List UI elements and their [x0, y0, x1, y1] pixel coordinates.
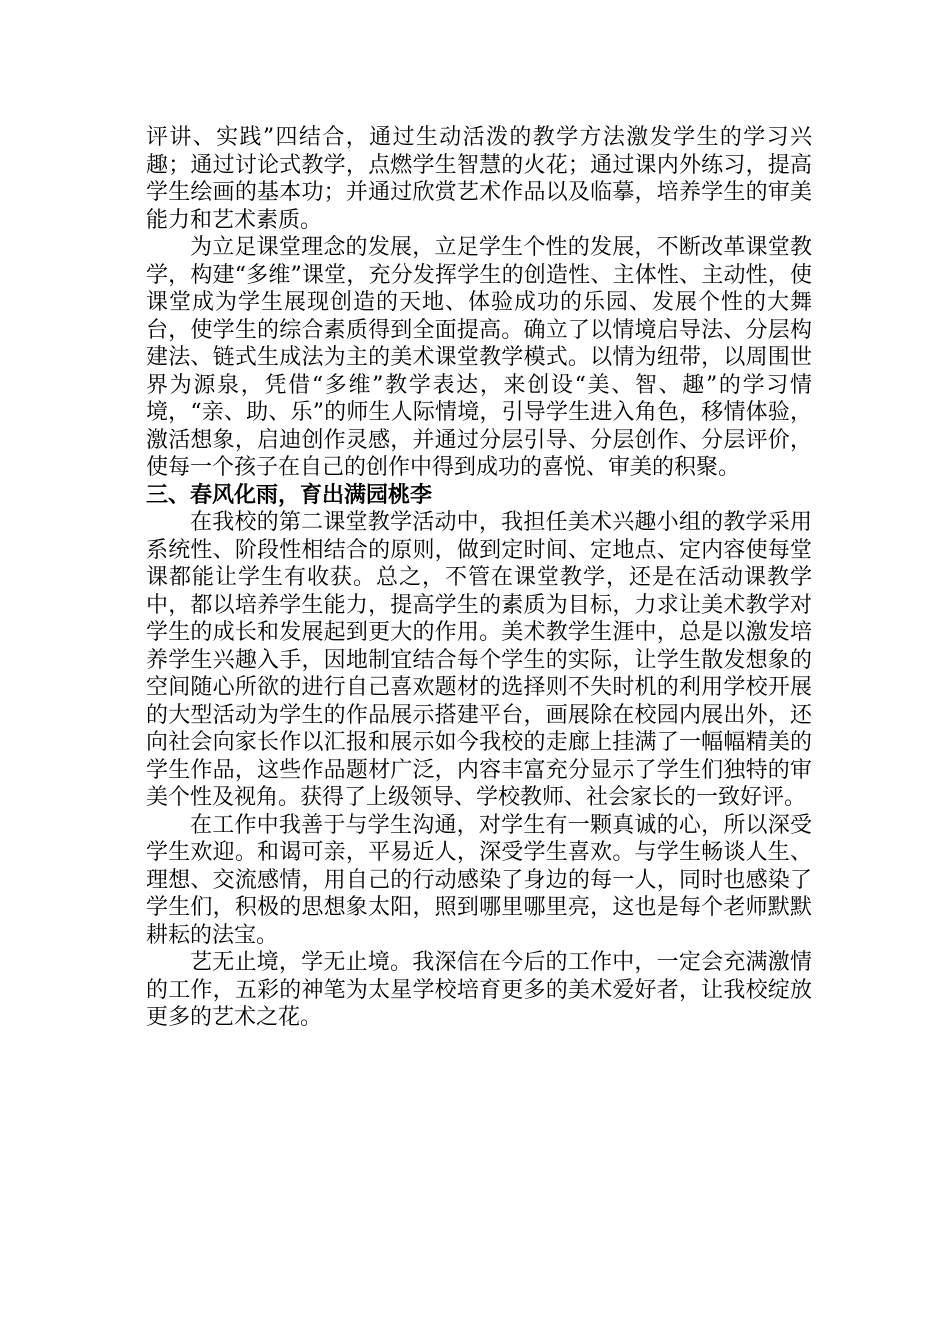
paragraph-conclusion: 艺无止境，学无止境。我深信在今后的工作中，一定会充满激情的工作，五彩的神笔为太星学校培育更多的美术爱好者，让我校绽放更多的艺术之花。	[146, 950, 812, 1030]
paragraph-teaching-methods: 评讲、实践”四结合，通过生动活泼的教学方法激发学生的学习兴趣；通过讨论式教学，点燃学生智慧的火花；通过课内外练习，提高学生绘画的基本功；并通过欣赏艺术作品以及临摹，培养学生的审美能力和艺术素质。	[146, 125, 812, 233]
document-body	[146, 124, 812, 1032]
section-heading: 三、春风化雨，育出满园桃李	[146, 482, 433, 508]
paragraph-second-classroom: 在我校的第二课堂教学活动中，我担任美术兴趣小组的教学采用系统性、阶段性相结合的原则，做到定时间、定地点、定内容使每堂课都能让学生有收获。总之，不管在课堂教学，还是在活动课教学中，都以培养学生能力，提高学生的素质为目标，力求让美术教学对学生的成长和发展起到更大的作用。美术教学生涯中，总是以激发培养学生兴趣入手，因地制宜结合每个学生的实际，让学生散发想象的空间随心所欲的进行自己喜欢题材的选择则不失时机的利用学校开展的大型活动为学生的作品展示搭建平台，画展除在校园内展出外，还向社会向家长作以汇报和展示如今我校的走廊上挂满了一幅幅精美的学生作品，这些作品题材广泛，内容丰富充分显示了学生们独特的审美个性及视角。获得了上级领导、学校教师、社会家长的一致好评。	[146, 510, 812, 810]
paragraph-communication: 在工作中我善于与学生沟通，对学生有一颗真诚的心，所以深受学生欢迎。和谒可亲，平易近人，深受学生喜欢。与学生畅谈人生、理想、交流感情，用自己的行动感染了身边的每一人，同时也感染了学生们，积极的思想象太阳，照到哪里哪里亮，这也是每个老师默默耕耘的法宝。	[146, 812, 812, 948]
paragraph-classroom-reform: 为立足课堂理念的发展，立足学生个性的发展，不断改革课堂教学，构建“多维”课堂，充分发挥学生的创造性、主体性、主动性，使课堂成为学生展现创造的天地、体验成功的乐园、发展个性的大舞台，使学生的综合素质得到全面提高。确立了以情境启导法、分层构建法、链式生成法为主的美术课堂教学模式。以情为纽带，以周围世界为源泉，凭借“多维”教学表达，来创设“美、智、趣”的学习情境，“亲、助、乐”的师生人际情境，引导学生进入角色，移情体验，激活想象，启迪创作灵感，并通过分层引导、分层创作、分层评价，使每一个孩子在自己的创作中得到成功的喜悦、审美的积聚。	[146, 235, 812, 480]
